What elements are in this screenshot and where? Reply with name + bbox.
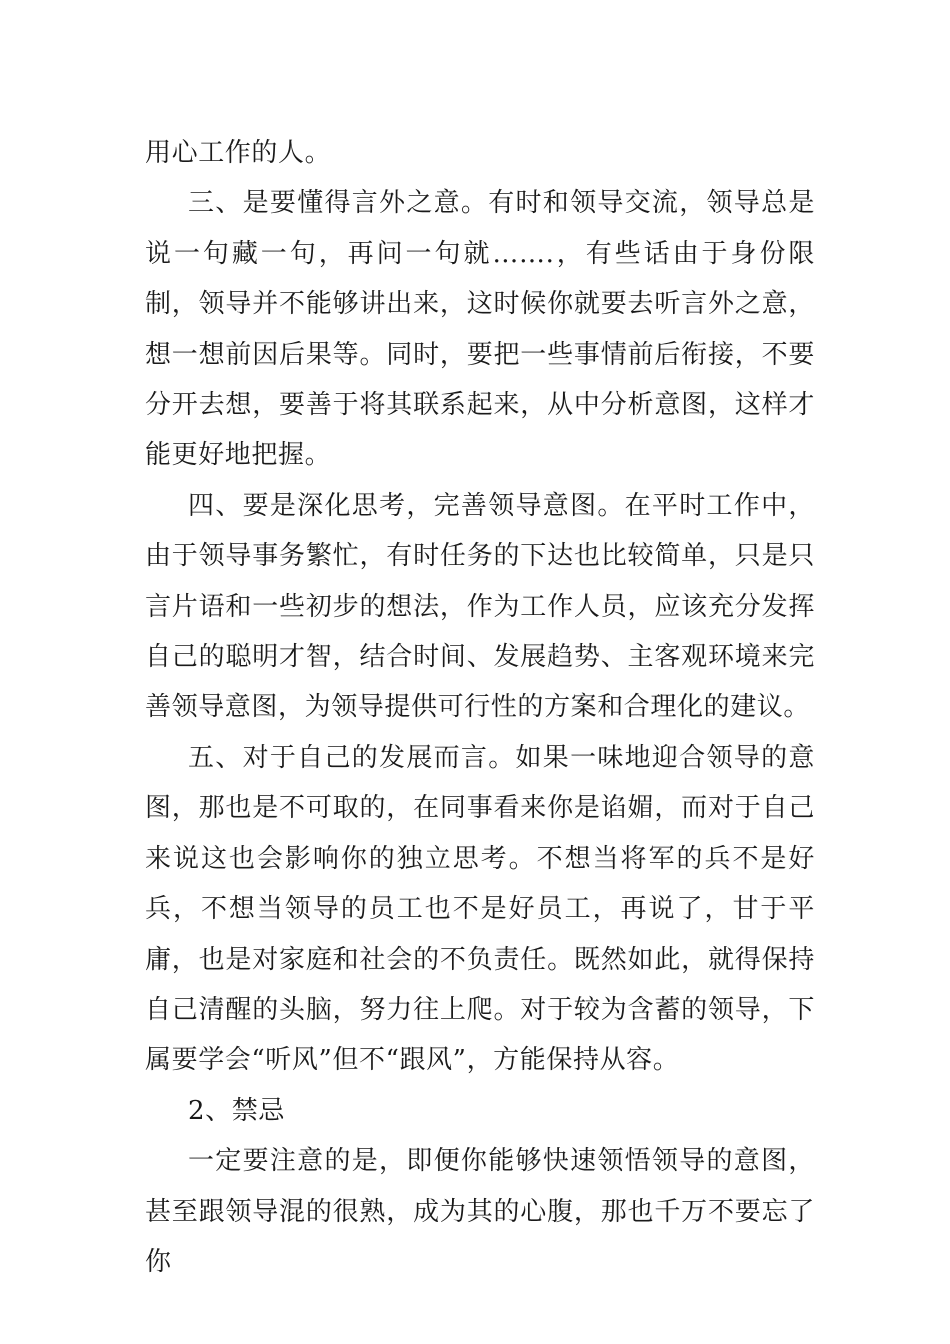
body-text bbox=[145, 128, 815, 1287]
paragraph-continuation: 用心工作的人。 bbox=[145, 138, 332, 168]
paragraph-point-3: 三、是要懂得言外之意。有时和领导交流，领导总是说一句藏一句，再问一句就…….，有些话由于身份限制，领导并不能够讲出来，这时候你就要去听言外之意，想一想前因后果等。同时，要把一些事情前后衔接，不要分开去想，要善于将其联系起来，从中分析意图，这样才能更好地把握。 bbox=[145, 188, 815, 471]
paragraph-point-5: 五、对于自己的发展而言。如果一味地迎合领导的意图，那也是不可取的，在同事看来你是谄媚，而对于自己来说这也会影响你的独立思考。不想当将军的兵不是好兵，不想当领导的员工也不是好员工，再说了，甘于平庸，也是对家庭和社会的不负责任。既然如此，就得保持自己清醒的头脑，努力往上爬。对于较为含蓄的领导，下属要学会“听风”但不“跟风”，方能保持从容。 bbox=[145, 742, 815, 1076]
paragraph-point-4: 四、要是深化思考，完善领导意图。在平时工作中，由于领导事务繁忙，有时任务的下达也比较简单，只是只言片语和一些初步的想法，作为工作人员，应该充分发挥自己的聪明才智，结合时间、发展趋势、主客观环境来完善领导意图，为领导提供可行性的方案和合理化的建议。 bbox=[145, 490, 815, 723]
paragraph-taboo: 一定要注意的是，即便你能够快速领悟领导的意图，甚至跟领导混的很熟，成为其的心腹，那也千万不要忘了你 bbox=[145, 1146, 815, 1277]
section-heading-taboo: 2、禁忌 bbox=[188, 1095, 285, 1126]
